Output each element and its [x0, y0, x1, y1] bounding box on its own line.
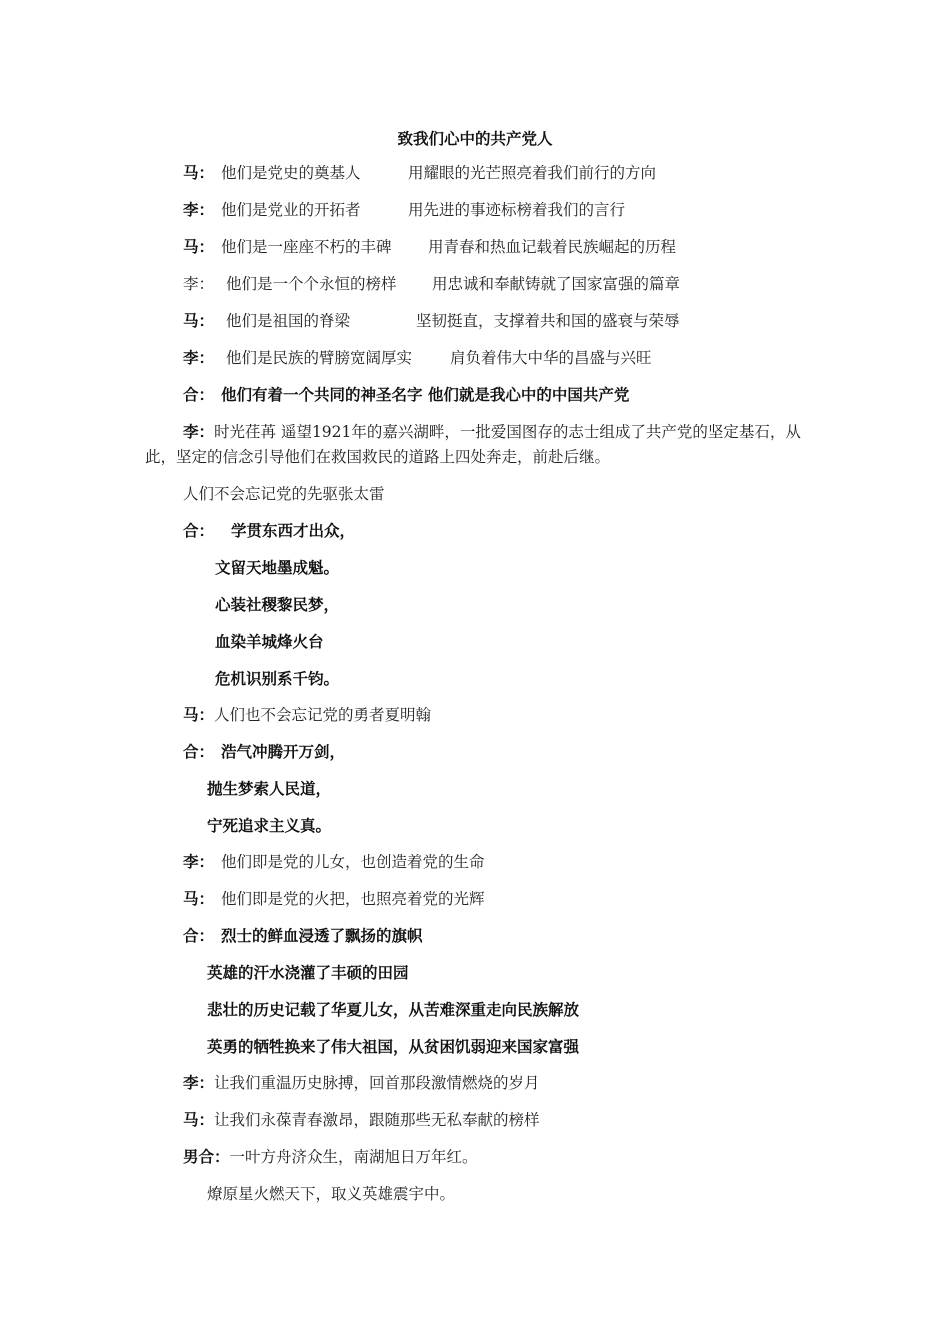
- poem-line: 文留天地墨成魁。: [215, 559, 340, 577]
- line-part-b: 用耀眼的光芒照亮着我们前行的方向: [408, 164, 657, 182]
- document-title: 致我们心中的共产党人: [397, 130, 553, 148]
- dialogue-line: [183, 1072, 540, 1094]
- line-part-b: 用青春和热血记载着民族崛起的历程: [428, 238, 677, 256]
- dialogue-line: [183, 236, 677, 258]
- speaker-label: 李：: [183, 1074, 215, 1092]
- speaker-label: 合：: [183, 743, 215, 761]
- speaker-label: 马：: [183, 1111, 215, 1129]
- speaker-label: 李：: [183, 275, 215, 293]
- line-text: 他们即是党的火把，也照亮着党的光辉: [221, 890, 485, 908]
- speaker-label: 李：: [183, 423, 215, 441]
- speaker-label: 李：: [183, 853, 215, 871]
- line-part-a: 他们是党业的开拓者: [221, 201, 361, 219]
- dialogue-line: [183, 273, 681, 295]
- poem-line: [183, 925, 423, 947]
- narration-paragraph: [145, 420, 810, 470]
- poem-line: 抛生梦索人民道，: [207, 780, 332, 798]
- narration-line: 人们不会忘记党的先驱张太雷: [183, 485, 385, 503]
- poem-line: 英勇的牺牲换来了伟大祖国，从贫困饥弱迎来国家富强: [207, 1038, 580, 1056]
- speaker-label: 马：: [183, 312, 215, 330]
- poem-line: 宁死追求主义真。: [207, 817, 332, 835]
- poem-line: 血染羊城烽火台: [215, 633, 324, 651]
- line-part-a: 他们是党史的奠基人: [221, 164, 361, 182]
- line-text: 让我们重温历史脉搏，回首那段激情燃烧的岁月: [214, 1074, 540, 1092]
- line-part-a: 他们是祖国的脊梁: [226, 312, 351, 330]
- speaker-label: 李：: [183, 201, 215, 219]
- dialogue-line: [183, 888, 485, 910]
- speaker-label: 李：: [183, 349, 215, 367]
- closing-line: 燎原星火燃天下，取义英雄震宇中。: [207, 1185, 456, 1203]
- line-text: 人们也不会忘记党的勇者夏明翰: [214, 706, 432, 724]
- line-part-a: 他们有着一个共同的神圣名字 他们就是我心中的中国共产党: [221, 386, 630, 404]
- dialogue-line: [183, 162, 657, 184]
- poem-text: 学贯东西才出众，: [231, 522, 356, 540]
- poem-line: [183, 520, 356, 542]
- line-text: 让我们永葆青春激昂，跟随那些无私奉献的榜样: [214, 1111, 540, 1129]
- speaker-label: 男合：: [183, 1148, 230, 1166]
- line-part-b: 用忠诚和奉献铸就了国家富强的篇章: [432, 275, 681, 293]
- line-part-b: 坚韧挺直，支撑着共和国的盛衰与荣辱: [416, 312, 680, 330]
- dialogue-line: [183, 199, 626, 221]
- dialogue-line: [183, 347, 652, 369]
- poem-line: 英雄的汗水浇灌了丰硕的田园: [207, 964, 409, 982]
- poem-text: 浩气冲腾开万剑，: [221, 743, 346, 761]
- line-text: 一叶方舟济众生，南湖旭日万年红。: [229, 1148, 478, 1166]
- poem-line: 危机识别系千钧。: [215, 670, 340, 688]
- dialogue-line: [183, 1146, 478, 1168]
- poem-line: 心装社稷黎民梦，: [215, 596, 340, 614]
- dialogue-line: [183, 851, 485, 873]
- dialogue-line: [183, 1109, 540, 1131]
- speaker-label: 马：: [183, 238, 215, 256]
- speaker-label: 合：: [183, 386, 215, 404]
- dialogue-line: [183, 704, 431, 726]
- poem-line: 悲壮的历史记载了华夏儿女，从苦难深重走向民族解放: [207, 1001, 580, 1019]
- speaker-label: 马：: [183, 164, 215, 182]
- line-text: 他们即是党的儿女，也创造着党的生命: [221, 853, 485, 871]
- poem-line: [183, 741, 346, 763]
- line-part-a: 他们是民族的臂膀宽阔厚实: [226, 349, 413, 367]
- line-part-b: 用先进的事迹标榜着我们的言行: [408, 201, 626, 219]
- dialogue-line: [183, 310, 680, 332]
- line-part-a: 他们是一个个永恒的榜样: [226, 275, 397, 293]
- line-part-a: 他们是一座座不朽的丰碑: [221, 238, 392, 256]
- speaker-label: 马：: [183, 890, 215, 908]
- paragraph-text: 时光荏苒 遥望1921年的嘉兴湖畔，一批爱国图存的志士组成了共产党的坚定基石，从此，坚定的信念引导他们在救国救民的道路上四处奔走，前赴后继。: [145, 423, 801, 466]
- speaker-label: 合：: [183, 522, 215, 540]
- speaker-label: 马：: [183, 706, 215, 724]
- line-part-b: 肩负着伟大中华的昌盛与兴旺: [450, 349, 652, 367]
- speaker-label: 合：: [183, 927, 215, 945]
- dialogue-line: [183, 384, 630, 406]
- poem-text: 烈士的鲜血浸透了飘扬的旗帜: [221, 927, 423, 945]
